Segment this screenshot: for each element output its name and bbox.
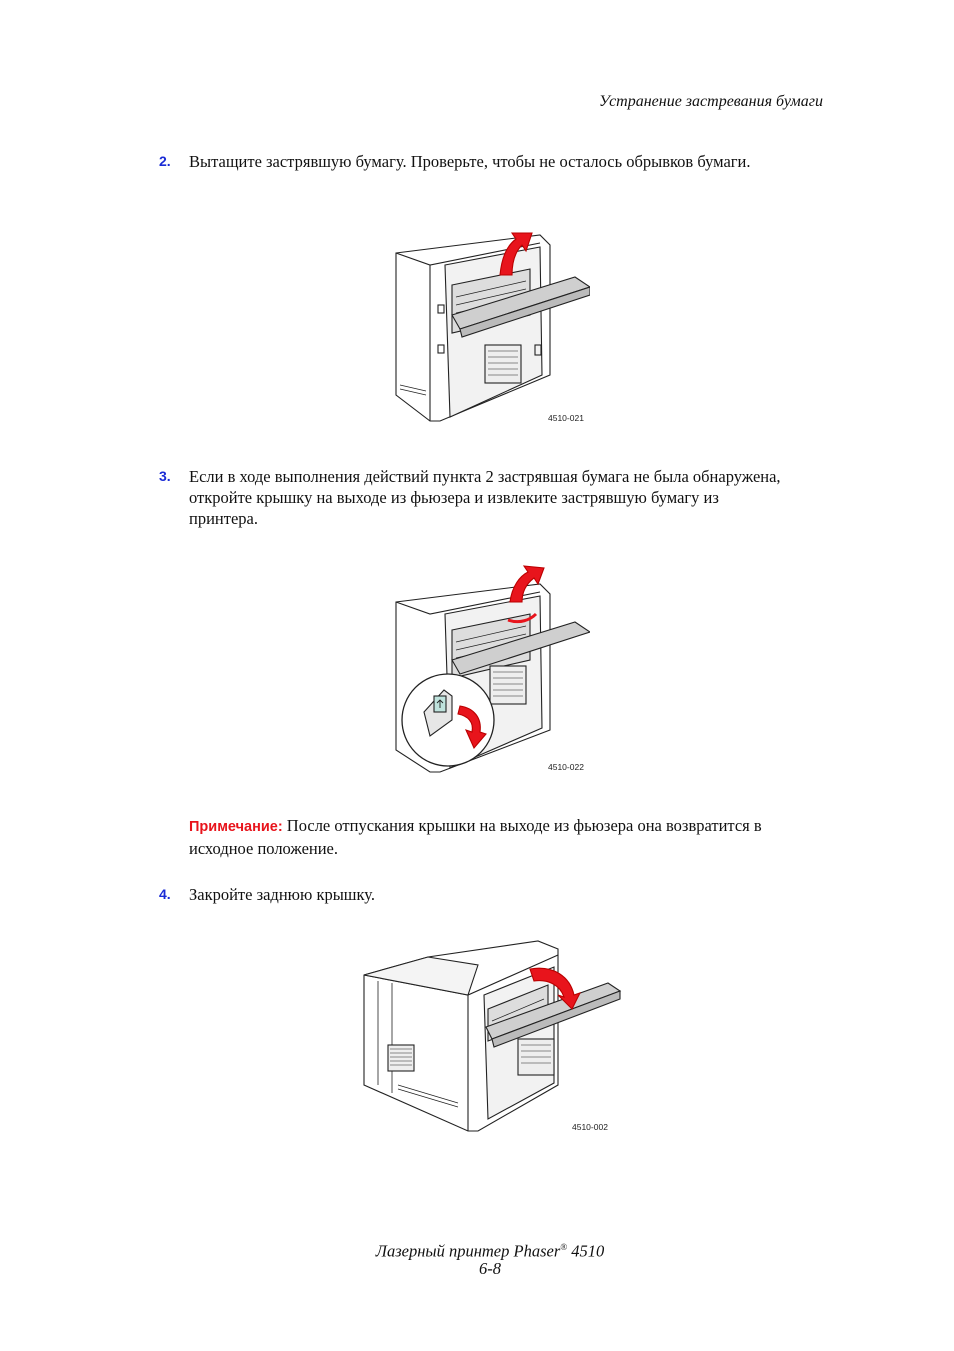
step-number: 4. xyxy=(159,886,171,902)
figure-code: 4510-021 xyxy=(548,413,584,423)
printer-illustration-remove-paper xyxy=(390,225,590,425)
page-number: 6-8 xyxy=(479,1259,501,1278)
figure-code: 4510-002 xyxy=(572,1122,608,1132)
printer-illustration-fuser-cover xyxy=(390,560,590,775)
figure-code: 4510-022 xyxy=(548,762,584,772)
registered-mark: ® xyxy=(560,1242,568,1252)
step-number: 3. xyxy=(159,468,171,484)
step-text: Если в ходе выполнения действий пункта 2 застрявшая бумага не была обнаружена, откройте крышку на выходе из фьюзера и извлеките застрявшую бумагу из принтера. xyxy=(189,467,781,528)
section-title: Устранение застревания бумаги xyxy=(599,93,823,110)
printer-illustration-close-rear-cover xyxy=(358,935,628,1135)
note-text: После отпускания крышки на выходе из фьюзера она возвратится в исходное положение. xyxy=(189,816,762,858)
step-number: 2. xyxy=(159,153,171,169)
model-number: 4510 xyxy=(571,1241,605,1261)
product-name: Лазерный принтер Phaser xyxy=(375,1241,561,1261)
step-text: Вытащите застрявшую бумагу. Проверьте, чтобы не осталось обрывков бумаги. xyxy=(189,152,751,171)
note xyxy=(189,815,789,859)
note-label: Примечание: xyxy=(189,819,283,835)
step-text: Закройте заднюю крышку. xyxy=(189,885,376,904)
